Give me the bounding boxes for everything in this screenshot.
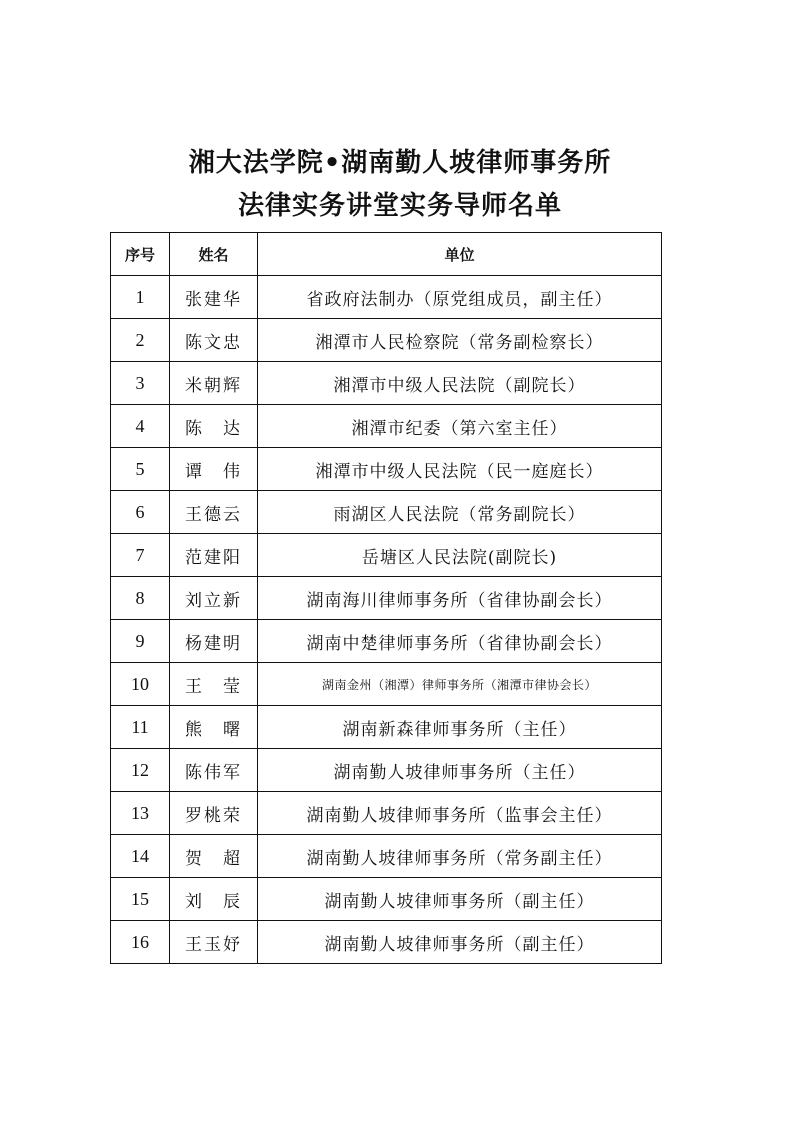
row-unit: 湖南海川律师事务所（省律协副会长） bbox=[258, 577, 662, 620]
row-unit: 湖南勤人坡律师事务所（常务副主任） bbox=[258, 835, 662, 878]
row-serial-number: 11 bbox=[111, 706, 170, 749]
row-unit: 湘潭市人民检察院（常务副检察长） bbox=[258, 319, 662, 362]
row-unit: 湖南勤人坡律师事务所（监事会主任） bbox=[258, 792, 662, 835]
table-row bbox=[111, 921, 662, 964]
row-name: 刘 辰 bbox=[170, 878, 258, 921]
row-serial-number: 9 bbox=[111, 620, 170, 663]
row-name: 范建阳 bbox=[170, 534, 258, 577]
row-unit: 湖南中楚律师事务所（省律协副会长） bbox=[258, 620, 662, 663]
table-row bbox=[111, 319, 662, 362]
mentor-table bbox=[110, 232, 662, 964]
table-row bbox=[111, 835, 662, 878]
row-unit: 湘潭市中级人民法院（副院长） bbox=[258, 362, 662, 405]
table-row bbox=[111, 749, 662, 792]
row-serial-number: 10 bbox=[111, 663, 170, 706]
table-row bbox=[111, 405, 662, 448]
table-row bbox=[111, 276, 662, 319]
row-serial-number: 4 bbox=[111, 405, 170, 448]
row-serial-number: 5 bbox=[111, 448, 170, 491]
row-serial-number: 12 bbox=[111, 749, 170, 792]
row-name: 王德云 bbox=[170, 491, 258, 534]
table-row bbox=[111, 534, 662, 577]
document-title-line-1: 湘大法学院•湖南勤人坡律师事务所 bbox=[188, 148, 612, 178]
row-name: 贺 超 bbox=[170, 835, 258, 878]
header-serial-number: 序号 bbox=[111, 233, 170, 276]
row-name: 王 莹 bbox=[170, 663, 258, 706]
row-name: 谭 伟 bbox=[170, 448, 258, 491]
row-unit: 湖南新森律师事务所（主任） bbox=[258, 706, 662, 749]
row-name: 刘立新 bbox=[170, 577, 258, 620]
row-unit: 湖南勤人坡律师事务所（副主任） bbox=[258, 878, 662, 921]
row-name: 陈 达 bbox=[170, 405, 258, 448]
table-row bbox=[111, 362, 662, 405]
row-serial-number: 13 bbox=[111, 792, 170, 835]
row-serial-number: 15 bbox=[111, 878, 170, 921]
row-name: 杨建明 bbox=[170, 620, 258, 663]
row-name: 米朝辉 bbox=[170, 362, 258, 405]
row-name: 陈伟军 bbox=[170, 749, 258, 792]
table-row bbox=[111, 792, 662, 835]
row-name: 熊 曙 bbox=[170, 706, 258, 749]
row-name: 罗桃荣 bbox=[170, 792, 258, 835]
row-unit: 湖南金州（湘潭）律师事务所（湘潭市律协会长） bbox=[258, 663, 662, 706]
table-row bbox=[111, 448, 662, 491]
header-name: 姓名 bbox=[170, 233, 258, 276]
table-row bbox=[111, 706, 662, 749]
row-unit: 岳塘区人民法院(副院长) bbox=[258, 534, 662, 577]
row-unit: 湘潭市中级人民法院（民一庭庭长） bbox=[258, 448, 662, 491]
row-serial-number: 14 bbox=[111, 835, 170, 878]
row-unit: 雨湖区人民法院（常务副院长） bbox=[258, 491, 662, 534]
row-serial-number: 7 bbox=[111, 534, 170, 577]
header-unit: 单位 bbox=[258, 233, 662, 276]
row-unit: 省政府法制办（原党组成员，副主任） bbox=[258, 276, 662, 319]
row-serial-number: 8 bbox=[111, 577, 170, 620]
table-row bbox=[111, 491, 662, 534]
row-name: 陈文忠 bbox=[170, 319, 258, 362]
row-serial-number: 6 bbox=[111, 491, 170, 534]
table-row bbox=[111, 620, 662, 663]
row-name: 王玉妤 bbox=[170, 921, 258, 964]
row-name: 张建华 bbox=[170, 276, 258, 319]
document-title-line-2: 法律实务讲堂实务导师名单 bbox=[237, 191, 562, 221]
row-serial-number: 3 bbox=[111, 362, 170, 405]
row-unit: 湖南勤人坡律师事务所（副主任） bbox=[258, 921, 662, 964]
row-serial-number: 16 bbox=[111, 921, 170, 964]
row-serial-number: 1 bbox=[111, 276, 170, 319]
table-row bbox=[111, 663, 662, 706]
row-unit: 湖南勤人坡律师事务所（主任） bbox=[258, 749, 662, 792]
row-unit: 湘潭市纪委（第六室主任） bbox=[258, 405, 662, 448]
table-header-row bbox=[111, 233, 662, 276]
row-serial-number: 2 bbox=[111, 319, 170, 362]
table-row bbox=[111, 878, 662, 921]
table-row bbox=[111, 577, 662, 620]
